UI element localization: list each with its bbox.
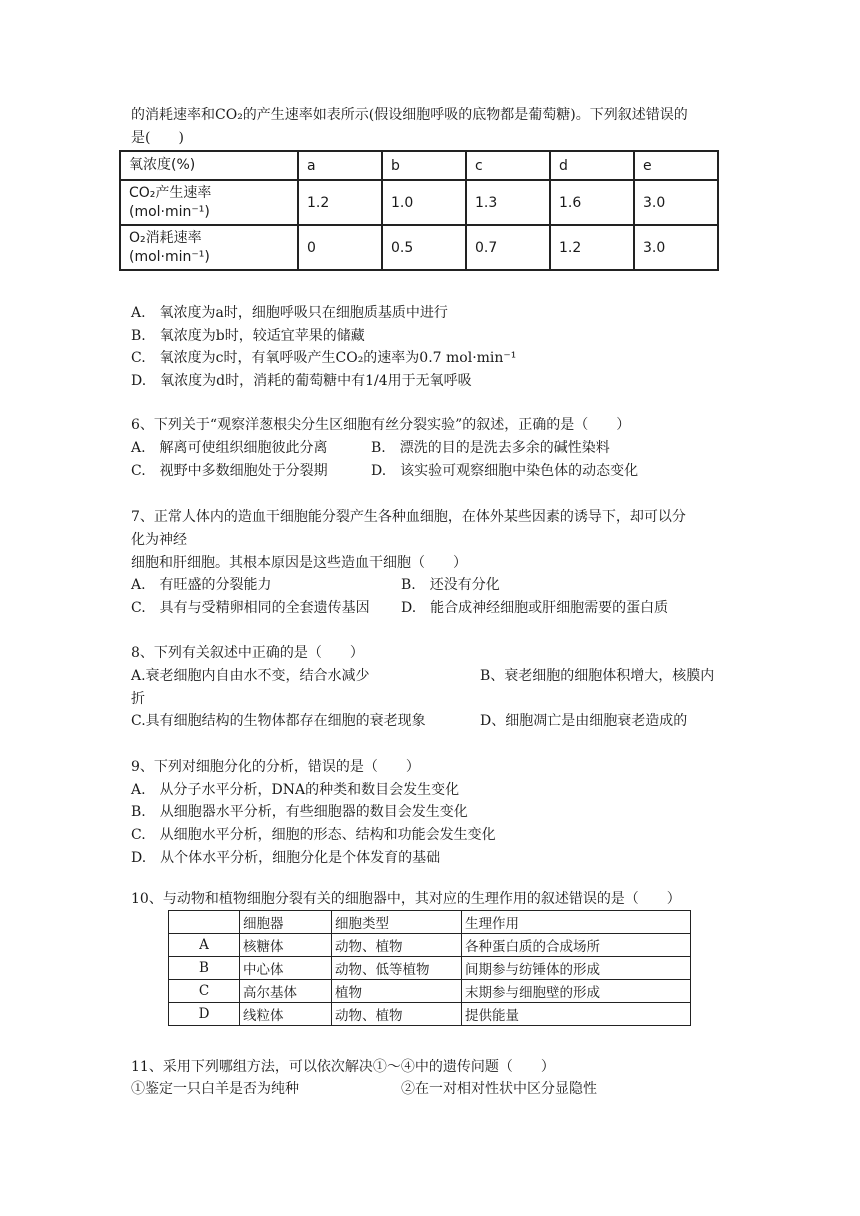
- table-row: [120, 180, 718, 225]
- q8-stem: 8、下列有关叙述中正确的是（ ）: [131, 645, 364, 661]
- table-cell: 1.0: [382, 180, 466, 225]
- table-header: 生理作用: [462, 911, 691, 934]
- table-cell: d: [550, 151, 634, 180]
- q6-option-c: C. 视野中多数细胞处于分裂期: [131, 463, 328, 479]
- q5-intro-line1: 的消耗速率和CO₂的产生速率如表所示(假设细胞呼吸的底物都是葡萄糖)。下列叙述错误的: [131, 107, 688, 123]
- q5-option-d: D. 氧浓度为d时，消耗的葡萄糖中有1/4用于无氧呼吸: [131, 373, 472, 389]
- q7-stem-line2: 化为神经: [131, 532, 187, 548]
- table-row: [120, 225, 718, 270]
- o2-rate-label-unit: (mol·min⁻¹): [129, 248, 210, 265]
- q9-option-c: C. 从细胞水平分析，细胞的形态、结构和功能会发生变化: [131, 827, 496, 843]
- organelle-table: [168, 910, 691, 1026]
- q5-option-b: B. 氧浓度为b时，较适宜苹果的储藏: [131, 328, 365, 344]
- table-cell: 间期参与纺锤体的形成: [462, 957, 691, 980]
- o2-rate-label-main: O₂消耗速率: [129, 229, 202, 246]
- q7-option-b: B. 还没有分化: [401, 577, 500, 593]
- table-header: [169, 911, 240, 934]
- q11-item-1: ①鉴定一只白羊是否为纯种: [131, 1081, 299, 1097]
- q5-option-c: C. 氧浓度为c时，有氧呼吸产生CO₂的速率为0.7 mol·min⁻¹: [131, 350, 517, 366]
- co2-rate-label-unit: (mol·min⁻¹): [129, 203, 210, 220]
- co2-rate-label: [120, 180, 298, 225]
- table-cell: 0: [298, 225, 382, 270]
- q9-option-b: B. 从细胞器水平分析，有些细胞器的数目会发生变化: [131, 804, 468, 820]
- q5-intro-line2: 是( ): [131, 130, 184, 146]
- table-cell: 植物: [332, 980, 462, 1003]
- table-cell: 动物、植物: [332, 1003, 462, 1026]
- q11-stem: 11、采用下列哪组方法，可以依次解决①～④中的遗传问题（ ）: [131, 1059, 555, 1075]
- table-cell: 动物、低等植物: [332, 957, 462, 980]
- table-cell: 1.3: [466, 180, 550, 225]
- table-header: 细胞器: [240, 911, 332, 934]
- table-cell: A: [169, 934, 240, 957]
- table-cell: b: [382, 151, 466, 180]
- q6-option-d: D. 该实验可观察细胞中染色体的动态变化: [371, 463, 639, 479]
- q7-option-a: A. 有旺盛的分裂能力: [131, 577, 272, 593]
- table-cell: D: [169, 1003, 240, 1026]
- table-row: [169, 1003, 691, 1026]
- table-row: [169, 934, 691, 957]
- q9-option-d: D. 从个体水平分析，细胞分化是个体发育的基础: [131, 850, 441, 866]
- q9-option-a: A. 从分子水平分析，DNA的种类和数目会发生变化: [131, 782, 460, 798]
- table-row: [120, 151, 718, 180]
- table-cell: 高尔基体: [240, 980, 332, 1003]
- table-header: 细胞类型: [332, 911, 462, 934]
- table-row: [169, 980, 691, 1003]
- table-cell: 末期参与细胞壁的形成: [462, 980, 691, 1003]
- table-cell: C: [169, 980, 240, 1003]
- table-cell: a: [298, 151, 382, 180]
- table-cell: 3.0: [634, 225, 718, 270]
- oxygen-level-label: 氧浓度(%): [120, 151, 298, 180]
- table-cell: 1.2: [298, 180, 382, 225]
- table-row: [169, 957, 691, 980]
- table-cell: 1.6: [550, 180, 634, 225]
- o2-rate-label: [120, 225, 298, 270]
- table-cell: c: [466, 151, 550, 180]
- q8-option-a: A.衰老细胞内自由水不变，结合水减少: [131, 668, 370, 684]
- q7-option-d: D. 能合成神经细胞或肝细胞需要的蛋白质: [401, 600, 669, 616]
- q8-option-b-wrap: 折: [131, 691, 145, 707]
- table-cell: 提供能量: [462, 1003, 691, 1026]
- table-cell: 0.5: [382, 225, 466, 270]
- q5-option-a: A. 氧浓度为a时，细胞呼吸只在细胞质基质中进行: [131, 305, 448, 321]
- table-cell: e: [634, 151, 718, 180]
- q9-stem: 9、下列对细胞分化的分析，错误的是（ ）: [131, 759, 420, 775]
- q11-item-2: ②在一对相对性状中区分显隐性: [401, 1081, 597, 1097]
- table-cell: 中心体: [240, 957, 332, 980]
- q8-option-b: B、衰老细胞的细胞体积增大，核膜内: [480, 668, 715, 684]
- table-cell: 3.0: [634, 180, 718, 225]
- table-cell: 核糖体: [240, 934, 332, 957]
- table-cell: 动物、植物: [332, 934, 462, 957]
- q7-option-c: C. 具有与受精卵相同的全套遗传基因: [131, 600, 370, 616]
- q8-option-d: D、细胞凋亡是由细胞衰老造成的: [480, 713, 688, 729]
- table-cell: 线粒体: [240, 1003, 332, 1026]
- q6-option-a: A. 解离可使组织细胞彼此分离: [131, 440, 328, 456]
- table-header-row: [169, 911, 691, 934]
- table-cell: 0.7: [466, 225, 550, 270]
- table-cell: 各种蛋白质的合成场所: [462, 934, 691, 957]
- co2-rate-label-main: CO₂产生速率: [129, 184, 212, 201]
- q6-option-b: B. 漂洗的目的是洗去多余的碱性染料: [371, 440, 610, 456]
- q7-stem-line1: 7、正常人体内的造血干细胞能分裂产生各种血细胞，在体外某些因素的诱导下，却可以分: [131, 509, 686, 525]
- q7-stem-line3: 细胞和肝细胞。其根本原因是这些造血干细胞（ ）: [131, 555, 467, 571]
- q6-stem: 6、下列关于“观察洋葱根尖分生区细胞有丝分裂实验”的叙述，正确的是（ ）: [131, 417, 631, 433]
- respiration-rate-table: [119, 150, 719, 271]
- table-cell: B: [169, 957, 240, 980]
- q8-option-c: C.具有细胞结构的生物体都存在细胞的衰老现象: [131, 713, 426, 729]
- q10-stem: 10、与动物和植物细胞分裂有关的细胞器中，其对应的生理作用的叙述错误的是（ ）: [131, 891, 681, 907]
- table-cell: 1.2: [550, 225, 634, 270]
